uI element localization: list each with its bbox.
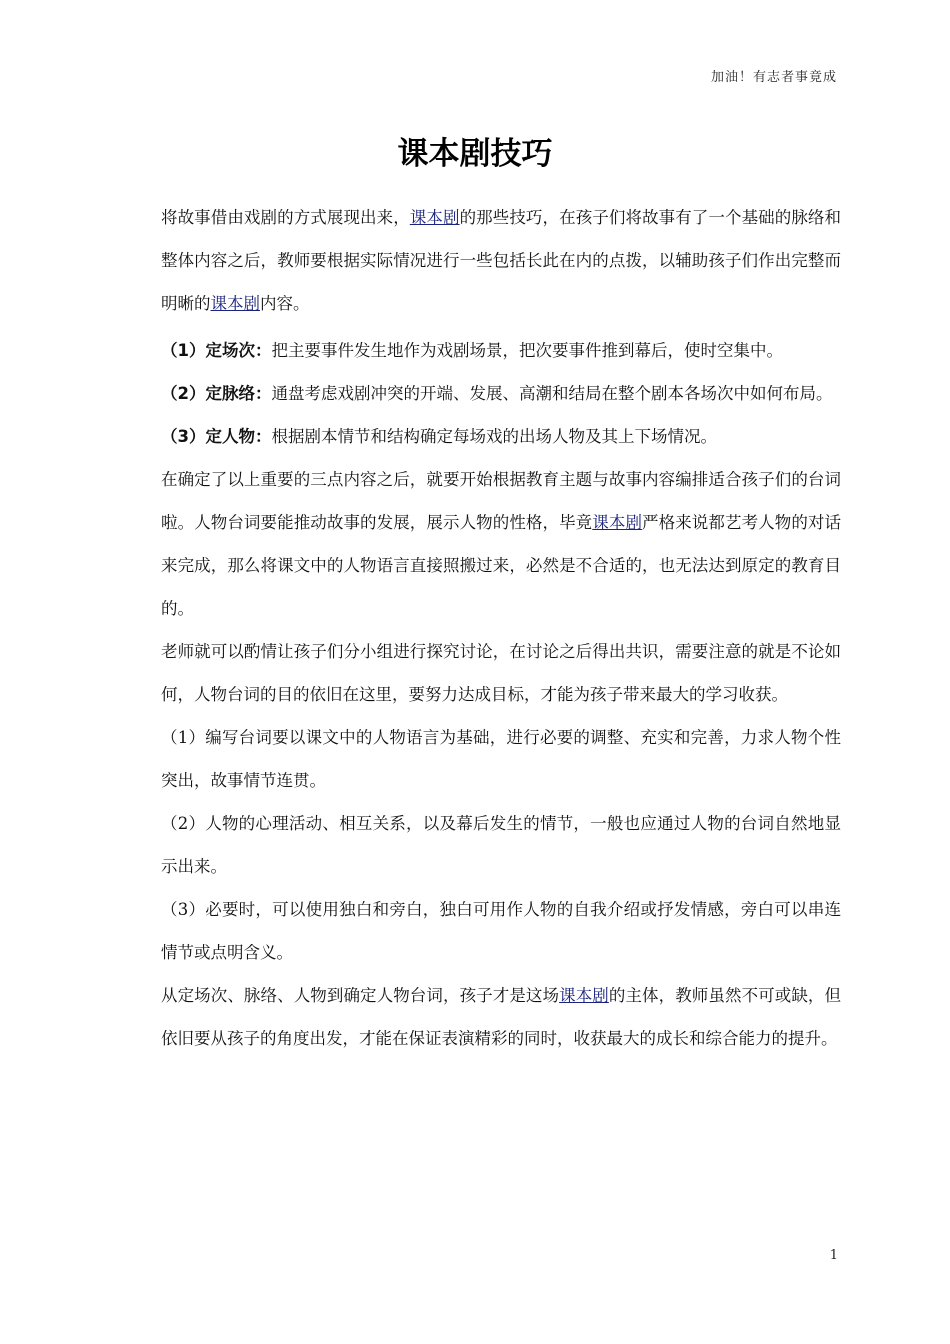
conclusion-text-a: 从定场次、脉络、人物到确定人物台词，孩子才是这场	[161, 986, 560, 1005]
dialogue-text-a: 在确定了以上重要的三点内容之后，就要开始根据教育主题与故事内容编排适合孩子们的台词啦。人物台词要能推动故事的发展，展示人物的性格，毕竟	[161, 470, 841, 532]
point-characters-text: 根据剧本情节和结构确定每场戏的出场人物及其上下场情况。	[271, 427, 717, 446]
document-body	[161, 196, 841, 1060]
intro-text-c: 内容。	[260, 294, 310, 313]
point-scene-text: 把主要事件发生地作为戏剧场景，把次要事件推到幕后，使时空集中。	[271, 341, 783, 360]
rule-1-paragraph: （1）编写台词要以课文中的人物语言为基础，进行必要的调整、充实和完善，力求人物个性突出，故事情节连贯。	[161, 728, 841, 790]
conclusion-text-b: 的主体，教师虽然不可或缺，但依旧要从孩子的角度出发，才能在保证表演精彩的同时，收获最大的成长和综合能力的提升。	[161, 986, 842, 1048]
header-note: 加油！有志者事竟成	[710, 70, 837, 85]
point-characters	[161, 415, 841, 458]
kebenju-link-4[interactable]: 课本剧	[559, 986, 609, 1005]
point-scene	[161, 329, 841, 372]
page-title: 课本剧技巧	[397, 136, 553, 172]
point-structure-label: （2）定脉络：	[161, 384, 272, 403]
intro-text-b: 的那些技巧，在孩子们将故事有了一个基础的脉络和整体内容之后，教师要根据实际情况进行一些包括长此在内的点拨，以辅助孩子们作出完整而明晰的	[161, 208, 842, 313]
intro-paragraph	[161, 196, 841, 325]
point-characters-label: （3）定人物：	[161, 427, 272, 446]
point-scene-label: （1）定场次：	[161, 341, 272, 360]
kebenju-link-2[interactable]: 课本剧	[210, 294, 260, 313]
rule-3-paragraph: （3）必要时，可以使用独白和旁白，独白可用作人物的自我介绍或抒发情感，旁白可以串连情节或点明含义。	[161, 900, 841, 962]
point-structure-text: 通盘考虑戏剧冲突的开端、发展、高潮和结局在整个剧本各场次中如何布局。	[271, 384, 833, 403]
dialogue-paragraph	[161, 458, 841, 630]
page-number: 1	[829, 1248, 838, 1263]
kebenju-link-1[interactable]: 课本剧	[409, 208, 460, 227]
point-structure	[161, 372, 841, 415]
dialogue-text-b: 严格来说都艺考人物的对话来完成，那么将课文中的人物语言直接照搬过来，必然是不合适的，也无法达到原定的教育目的。	[161, 513, 842, 618]
intro-text-a: 将故事借由戏剧的方式展现出来，	[161, 208, 410, 227]
discussion-paragraph: 老师就可以酌情让孩子们分小组进行探究讨论，在讨论之后得出共识，需要注意的就是不论如何，人物台词的目的依旧在这里，要努力达成目标，才能为孩子带来最大的学习收获。	[161, 642, 841, 704]
rule-2-paragraph: （2）人物的心理活动、相互关系，以及幕后发生的情节，一般也应通过人物的台词自然地显示出来。	[161, 814, 841, 876]
conclusion-paragraph	[161, 974, 841, 1060]
kebenju-link-3[interactable]: 课本剧	[592, 513, 643, 532]
